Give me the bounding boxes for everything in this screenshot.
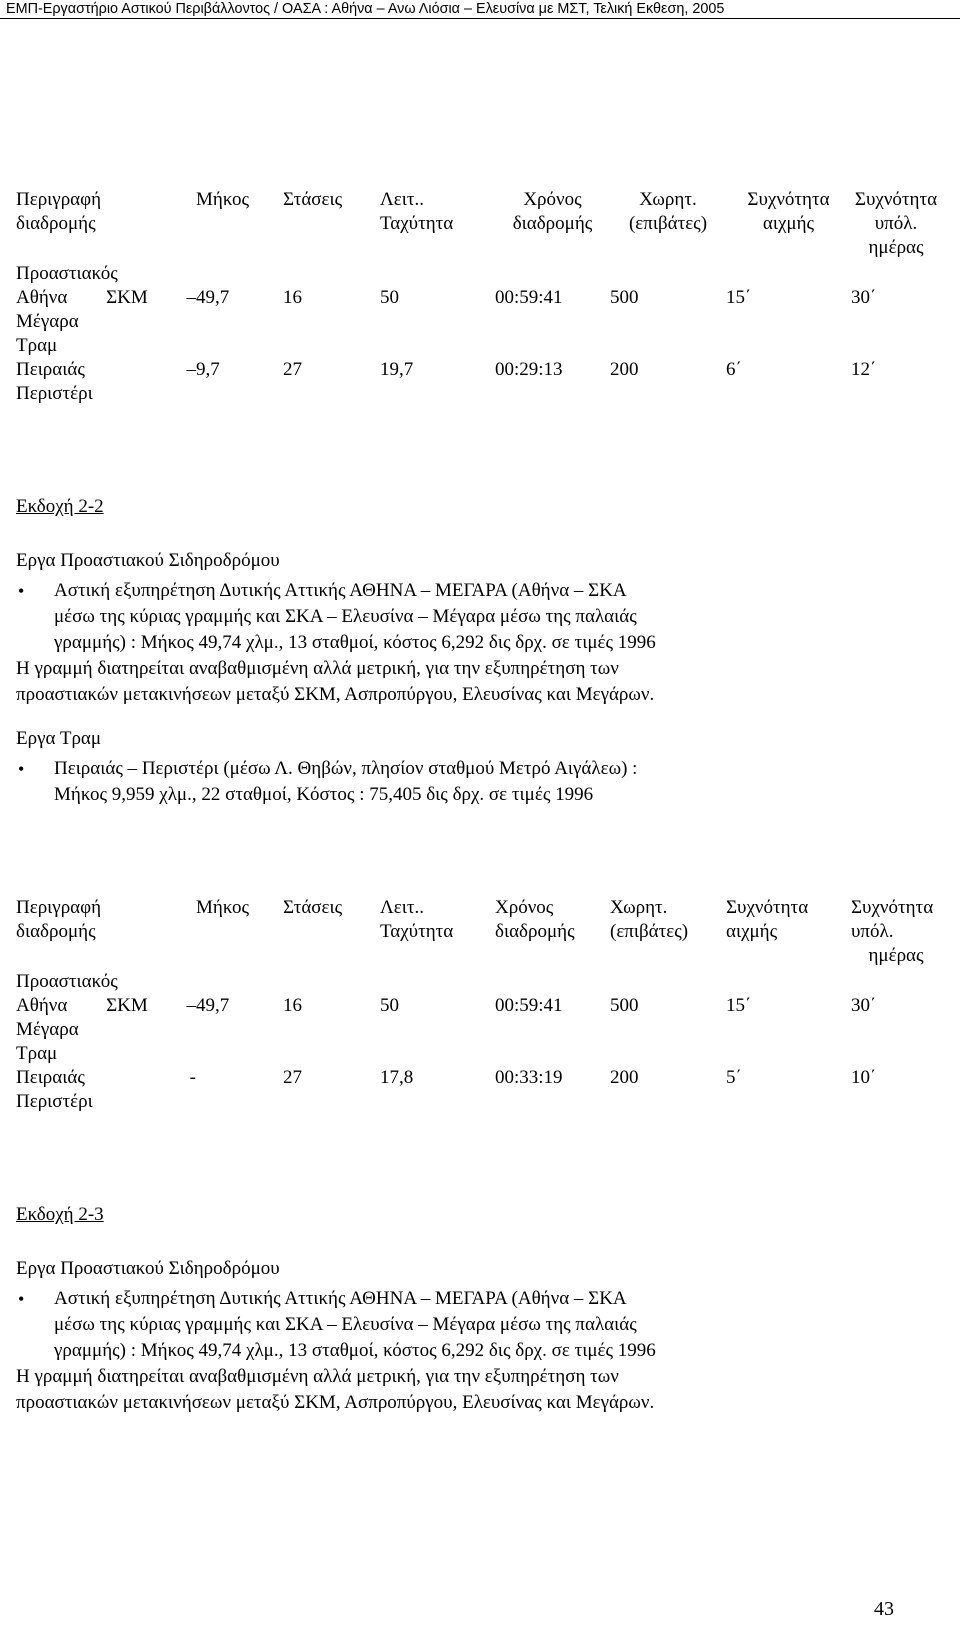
text-line: Μήκος 9,959 χλμ., 22 σταθμοί, Κόστος : 75,405 δις δρχ. σε τιμές 1996 — [54, 784, 594, 805]
cell-offpeak: 30΄ — [851, 995, 877, 1016]
section-body — [16, 548, 900, 808]
cell-time: 00:59:41 — [495, 995, 563, 1016]
cell-peak: 15΄ — [726, 995, 752, 1016]
category-label: Τραμ — [16, 1043, 58, 1064]
route-table-2 — [16, 896, 941, 1114]
header-offpeak-frequency: Συχνότητα υπόλ. ημέρας — [854, 189, 938, 258]
table-header-row — [16, 188, 941, 262]
header-speed: Λειτ.. Ταχύτητα — [380, 189, 454, 234]
cell-capacity: 500 — [610, 995, 639, 1016]
category-row — [16, 1042, 941, 1066]
table-row — [16, 994, 941, 1042]
bullet-item — [16, 578, 900, 656]
page-number: 43 — [874, 1598, 894, 1620]
cell-peak: 5΄ — [726, 1067, 742, 1088]
header-capacity: Χωρητ. (επιβάτες) — [628, 189, 708, 234]
header-offpeak-frequency: Συχνότητα υπόλ. ημέρας — [851, 897, 934, 966]
category-label: Προαστιακός — [16, 263, 118, 284]
subsection-heading: Εργα Προαστιακού Σιδηροδρόμου — [16, 550, 280, 571]
header-description: Περιγραφή διαδρομής — [16, 897, 102, 942]
category-row — [16, 970, 941, 994]
text-line: • Αστική εξυπηρέτηση Δυτικής Αττικής ΑΘΗΝΑ – ΜΕΓΑΡΑ (Αθήνα – ΣΚΑ — [54, 1288, 627, 1309]
cell-capacity: 200 — [610, 359, 639, 380]
running-header: ΕΜΠ-Εργαστήριο Αστικού Περιβάλλοντος / ΟΑΣΑ : Αθήνα – Ανω Λιόσια – Ελευσίνα με ΜΣΤ, Τελική Εκθεση, 2005 — [0, 0, 960, 19]
header-description: Περιγραφή διαδρομής — [16, 189, 102, 234]
cell-speed: 17,8 — [380, 1067, 414, 1088]
text-line: • Αστική εξυπηρέτηση Δυτικής Αττικής ΑΘΗΝΑ – ΜΕΓΑΡΑ (Αθήνα – ΣΚΑ — [54, 580, 627, 601]
cell-peak: 15΄ — [726, 287, 752, 308]
text-line: Η γραμμή διατηρείται αναβαθμισμένη αλλά μετρική, για την εξυπηρέτηση των — [16, 1366, 619, 1387]
header-stops: Στάσεις — [283, 897, 343, 918]
text-line: γραμμής) : Μήκος 49,74 χλμ., 13 σταθμοί, κόστος 6,292 δις δρχ. σε τιμές 1996 — [54, 1340, 656, 1361]
cell-time: 00:29:13 — [495, 359, 563, 380]
category-row — [16, 262, 941, 286]
header-peak-frequency: Συχνότητα αιχμής — [747, 189, 830, 234]
cell-capacity: 500 — [610, 287, 639, 308]
subsection-heading: Εργα Τραμ — [16, 728, 102, 749]
cell-offpeak: 30΄ — [851, 287, 877, 308]
category-label: Προαστιακός — [16, 971, 118, 992]
cell-capacity: 200 — [610, 1067, 639, 1088]
text-line: Η γραμμή διατηρείται αναβαθμισμένη αλλά μετρική, για την εξυπηρέτηση των — [16, 658, 619, 679]
route-label: Πειραιάς - Περιστέρι — [16, 1067, 196, 1112]
header-peak-frequency: Συχνότητα αιχμής — [726, 897, 809, 942]
section-title: Εκδοχή 2-3 — [16, 1204, 104, 1225]
text-line: προαστιακών μετακινήσεων μεταξύ ΣΚΜ, Ασπροπύργου, Ελευσίνας και Μεγάρων. — [16, 684, 655, 705]
cell-stops: 16 — [283, 995, 302, 1016]
header-stops: Στάσεις — [283, 189, 343, 210]
route-label: Πειραιάς – Περιστέρι — [16, 359, 196, 404]
text-line: μέσω της κύριας γραμμής και ΣΚΑ – Ελευσίνα – Μέγαρα μέσω της παλαιάς — [54, 1314, 637, 1335]
header-capacity: Χωρητ. (επιβάτες) — [610, 897, 689, 942]
header-time: Χρόνος διαδρομής — [495, 897, 575, 942]
table-row — [16, 286, 941, 334]
category-label: Τραμ — [16, 335, 58, 356]
header-length: Μήκος — [196, 897, 250, 918]
section-body — [16, 1256, 900, 1416]
cell-offpeak: 10΄ — [851, 1067, 877, 1088]
route-label: Αθήνα ΣΚΜ – Μέγαρα — [16, 995, 196, 1040]
cell-length: 9,7 — [196, 359, 220, 380]
bullet-item — [16, 756, 900, 808]
category-row — [16, 334, 941, 358]
cell-length: 49,7 — [196, 995, 230, 1016]
table-row — [16, 358, 941, 406]
subsection-heading: Εργα Προαστιακού Σιδηροδρόμου — [16, 1258, 280, 1279]
route-label: Αθήνα ΣΚΜ – Μέγαρα — [16, 287, 196, 332]
route-table-1 — [16, 188, 941, 406]
text-line: μέσω της κύριας γραμμής και ΣΚΑ – Ελευσίνα – Μέγαρα μέσω της παλαιάς — [54, 606, 637, 627]
cell-offpeak: 12΄ — [851, 359, 877, 380]
text-line: γραμμής) : Μήκος 49,74 χλμ., 13 σταθμοί, κόστος 6,292 δις δρχ. σε τιμές 1996 — [54, 632, 656, 653]
cell-speed: 19,7 — [380, 359, 414, 380]
header-time: Χρόνος διαδρομής — [512, 189, 593, 234]
cell-peak: 6΄ — [726, 359, 742, 380]
cell-stops: 16 — [283, 287, 302, 308]
table-header-row — [16, 896, 941, 970]
table-row — [16, 1066, 941, 1114]
cell-time: 00:33:19 — [495, 1067, 563, 1088]
header-speed: Λειτ.. Ταχύτητα — [380, 897, 454, 942]
section-title: Εκδοχή 2-2 — [16, 496, 104, 517]
header-length: Μήκος — [196, 189, 250, 210]
bullet-item — [16, 1286, 900, 1364]
cell-stops: 27 — [283, 1067, 302, 1088]
cell-length — [196, 1066, 283, 1114]
text-line: • Πειραιάς – Περιστέρι (μέσω Λ. Θηβών, πλησίον σταθμού Μετρό Αιγάλεω) : — [54, 758, 638, 779]
cell-time: 00:59:41 — [495, 287, 563, 308]
cell-speed: 50 — [380, 995, 399, 1016]
cell-length: 49,7 — [196, 287, 230, 308]
cell-speed: 50 — [380, 287, 399, 308]
cell-stops: 27 — [283, 359, 302, 380]
text-line: προαστιακών μετακινήσεων μεταξύ ΣΚΜ, Ασπροπύργου, Ελευσίνας και Μεγάρων. — [16, 1392, 655, 1413]
